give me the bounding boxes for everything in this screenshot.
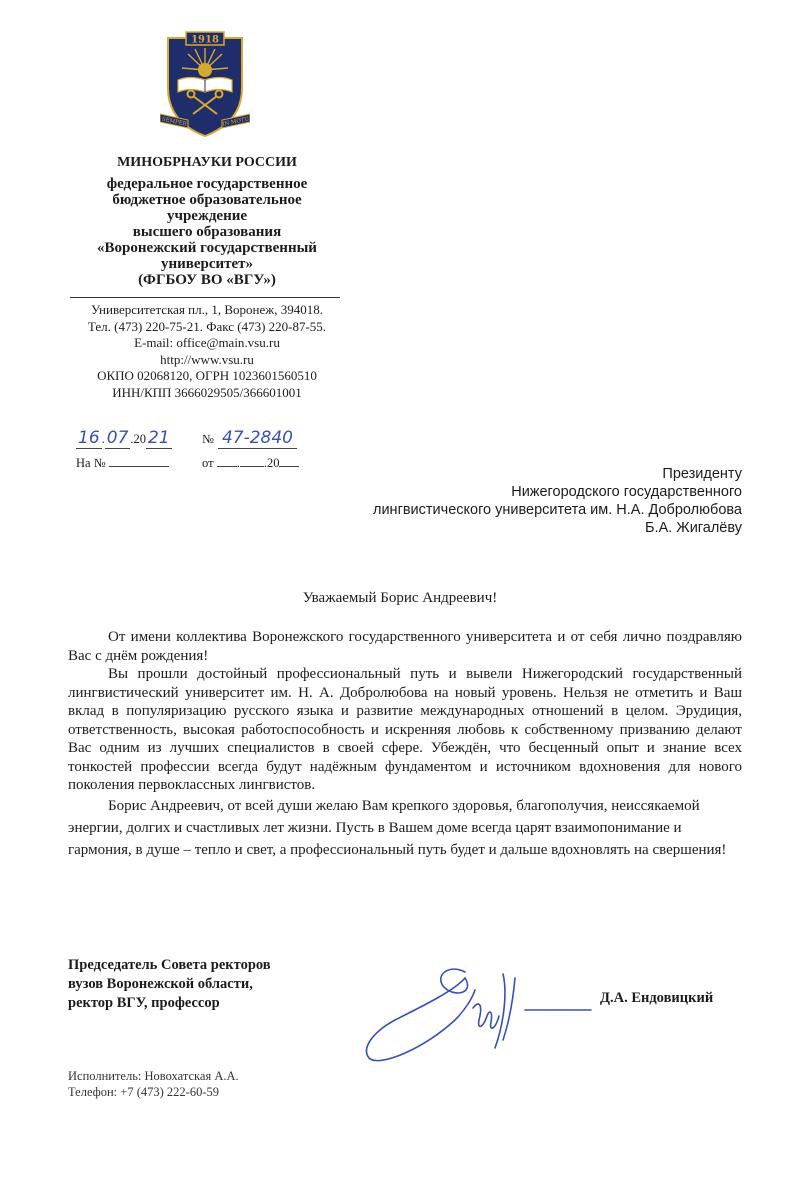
org-line: федеральное государственное — [106, 176, 308, 192]
number-label: № — [202, 432, 214, 446]
org-line: университет» — [160, 256, 254, 272]
contact-block — [62, 302, 352, 401]
executor-name: Исполнитель: Новохатская А.А. — [68, 1069, 239, 1083]
org-line: высшего образования — [132, 224, 282, 240]
date-day: 16 — [78, 428, 100, 448]
outgoing-number — [202, 428, 297, 448]
org-line: (ФГБОУ ВО «ВГУ») — [138, 272, 276, 288]
ref-label: На № — [76, 456, 106, 470]
addressee-org: Нижегородского государственного — [511, 484, 742, 500]
website: http://www.vsu.ru — [160, 351, 254, 367]
addressee-position: Президенту — [662, 466, 742, 482]
signer-name: Д.А. Ендовицкий — [600, 990, 714, 1006]
outgoing-date: 16 . 07 .20 21 — [78, 428, 170, 448]
phone-fax: Тел. (473) 220-75-21. Факс (473) 220-87-55. — [87, 318, 327, 334]
ref-blank — [109, 455, 169, 467]
addressee-name: Б.А. Жигалёву — [645, 520, 742, 536]
addressee-block — [373, 465, 742, 537]
reference-number — [76, 455, 169, 471]
from-month-blank — [240, 455, 264, 467]
signer-title — [68, 956, 271, 1013]
from-day-blank — [217, 455, 237, 467]
emblem-motto-right: IN MOTU — [221, 116, 250, 128]
date-year-prefix: .20 — [130, 432, 147, 446]
date-month: 07 — [106, 428, 129, 448]
from-year-blank — [279, 455, 299, 467]
org-line: бюджетное образовательное — [112, 192, 302, 208]
reference-date: от . .20 — [202, 455, 299, 471]
letter-body — [68, 628, 742, 861]
from-year-prefix: .20 — [263, 456, 280, 470]
org-line: учреждение — [166, 208, 248, 224]
signer-title-line: ректор ВГУ, профессор — [68, 995, 220, 1011]
number-value: 47-2840 — [218, 428, 297, 449]
inn-kpp: ИНН/КПП 3666029505/366601001 — [112, 384, 302, 400]
executor-block — [68, 1068, 239, 1100]
signer-title-line: вузов Воронежской области, — [68, 976, 253, 992]
salutation: Уважаемый Борис Андреевич! — [302, 590, 498, 606]
header-divider — [70, 297, 340, 298]
emblem-year: 1918 — [191, 34, 219, 46]
executor-phone: Телефон: +7 (473) 222-60-59 — [68, 1085, 219, 1099]
email: E-mail: office@main.vsu.ru — [134, 335, 280, 350]
ministry-name: МИНОБРНАУКИ РОССИИ — [117, 155, 297, 170]
body-paragraph: От имени коллектива Воронежского государственного университета и от себя лично поздравляю Вас с днём рождения! — [68, 629, 742, 664]
signer-title-line: Председатель Совета ректоров — [68, 957, 271, 973]
emblem-motto-left: SEMPER — [161, 116, 188, 128]
org-line: «Воронежский государственный — [97, 240, 317, 256]
body-paragraph: Борис Андреевич, от всей души желаю Вам крепкого здоровья, благополучия, неиссякаемой энергии, долгих и счастливых лет жизни. Пусть в Вашем доме всегда царят взаимопонимание и гармония, в душе – тепло и свет, а профессиональный путь будет и дальше вдохновлять на свершения! — [68, 797, 727, 858]
from-label: от — [202, 456, 214, 470]
body-paragraph: Вы прошли достойный профессиональный путь и вывели Нижегородский государственный лингвистический университет им. Н. А. Добролюбова на новый уровень. Нельзя не отметить и Ваш вклад в популяризацию русского языка и развитие международных отношений в целом. Эрудиция, ответственность, высокая работоспособность и искренняя любовь к собственному призванию делают Вас одним из лучших специалистов в своей сфере. Убеждён, что бесценный опыт и знание всех тонкостей профессии всегда будут надёжным фундаментом и источником вдохновения для нового поколения первоклассных лингвистов. — [68, 666, 742, 793]
handwritten-signature — [355, 960, 595, 1070]
date-year: 21 — [148, 428, 170, 448]
addressee-org: лингвистического университета им. Н.А. Добролюбова — [373, 502, 742, 518]
organization-name — [62, 176, 352, 288]
university-emblem — [160, 30, 250, 140]
okpo-ogrn: ОКПО 02068120, ОГРН 1023601560510 — [97, 368, 317, 383]
address: Университетская пл., 1, Воронеж, 394018. — [90, 302, 324, 317]
